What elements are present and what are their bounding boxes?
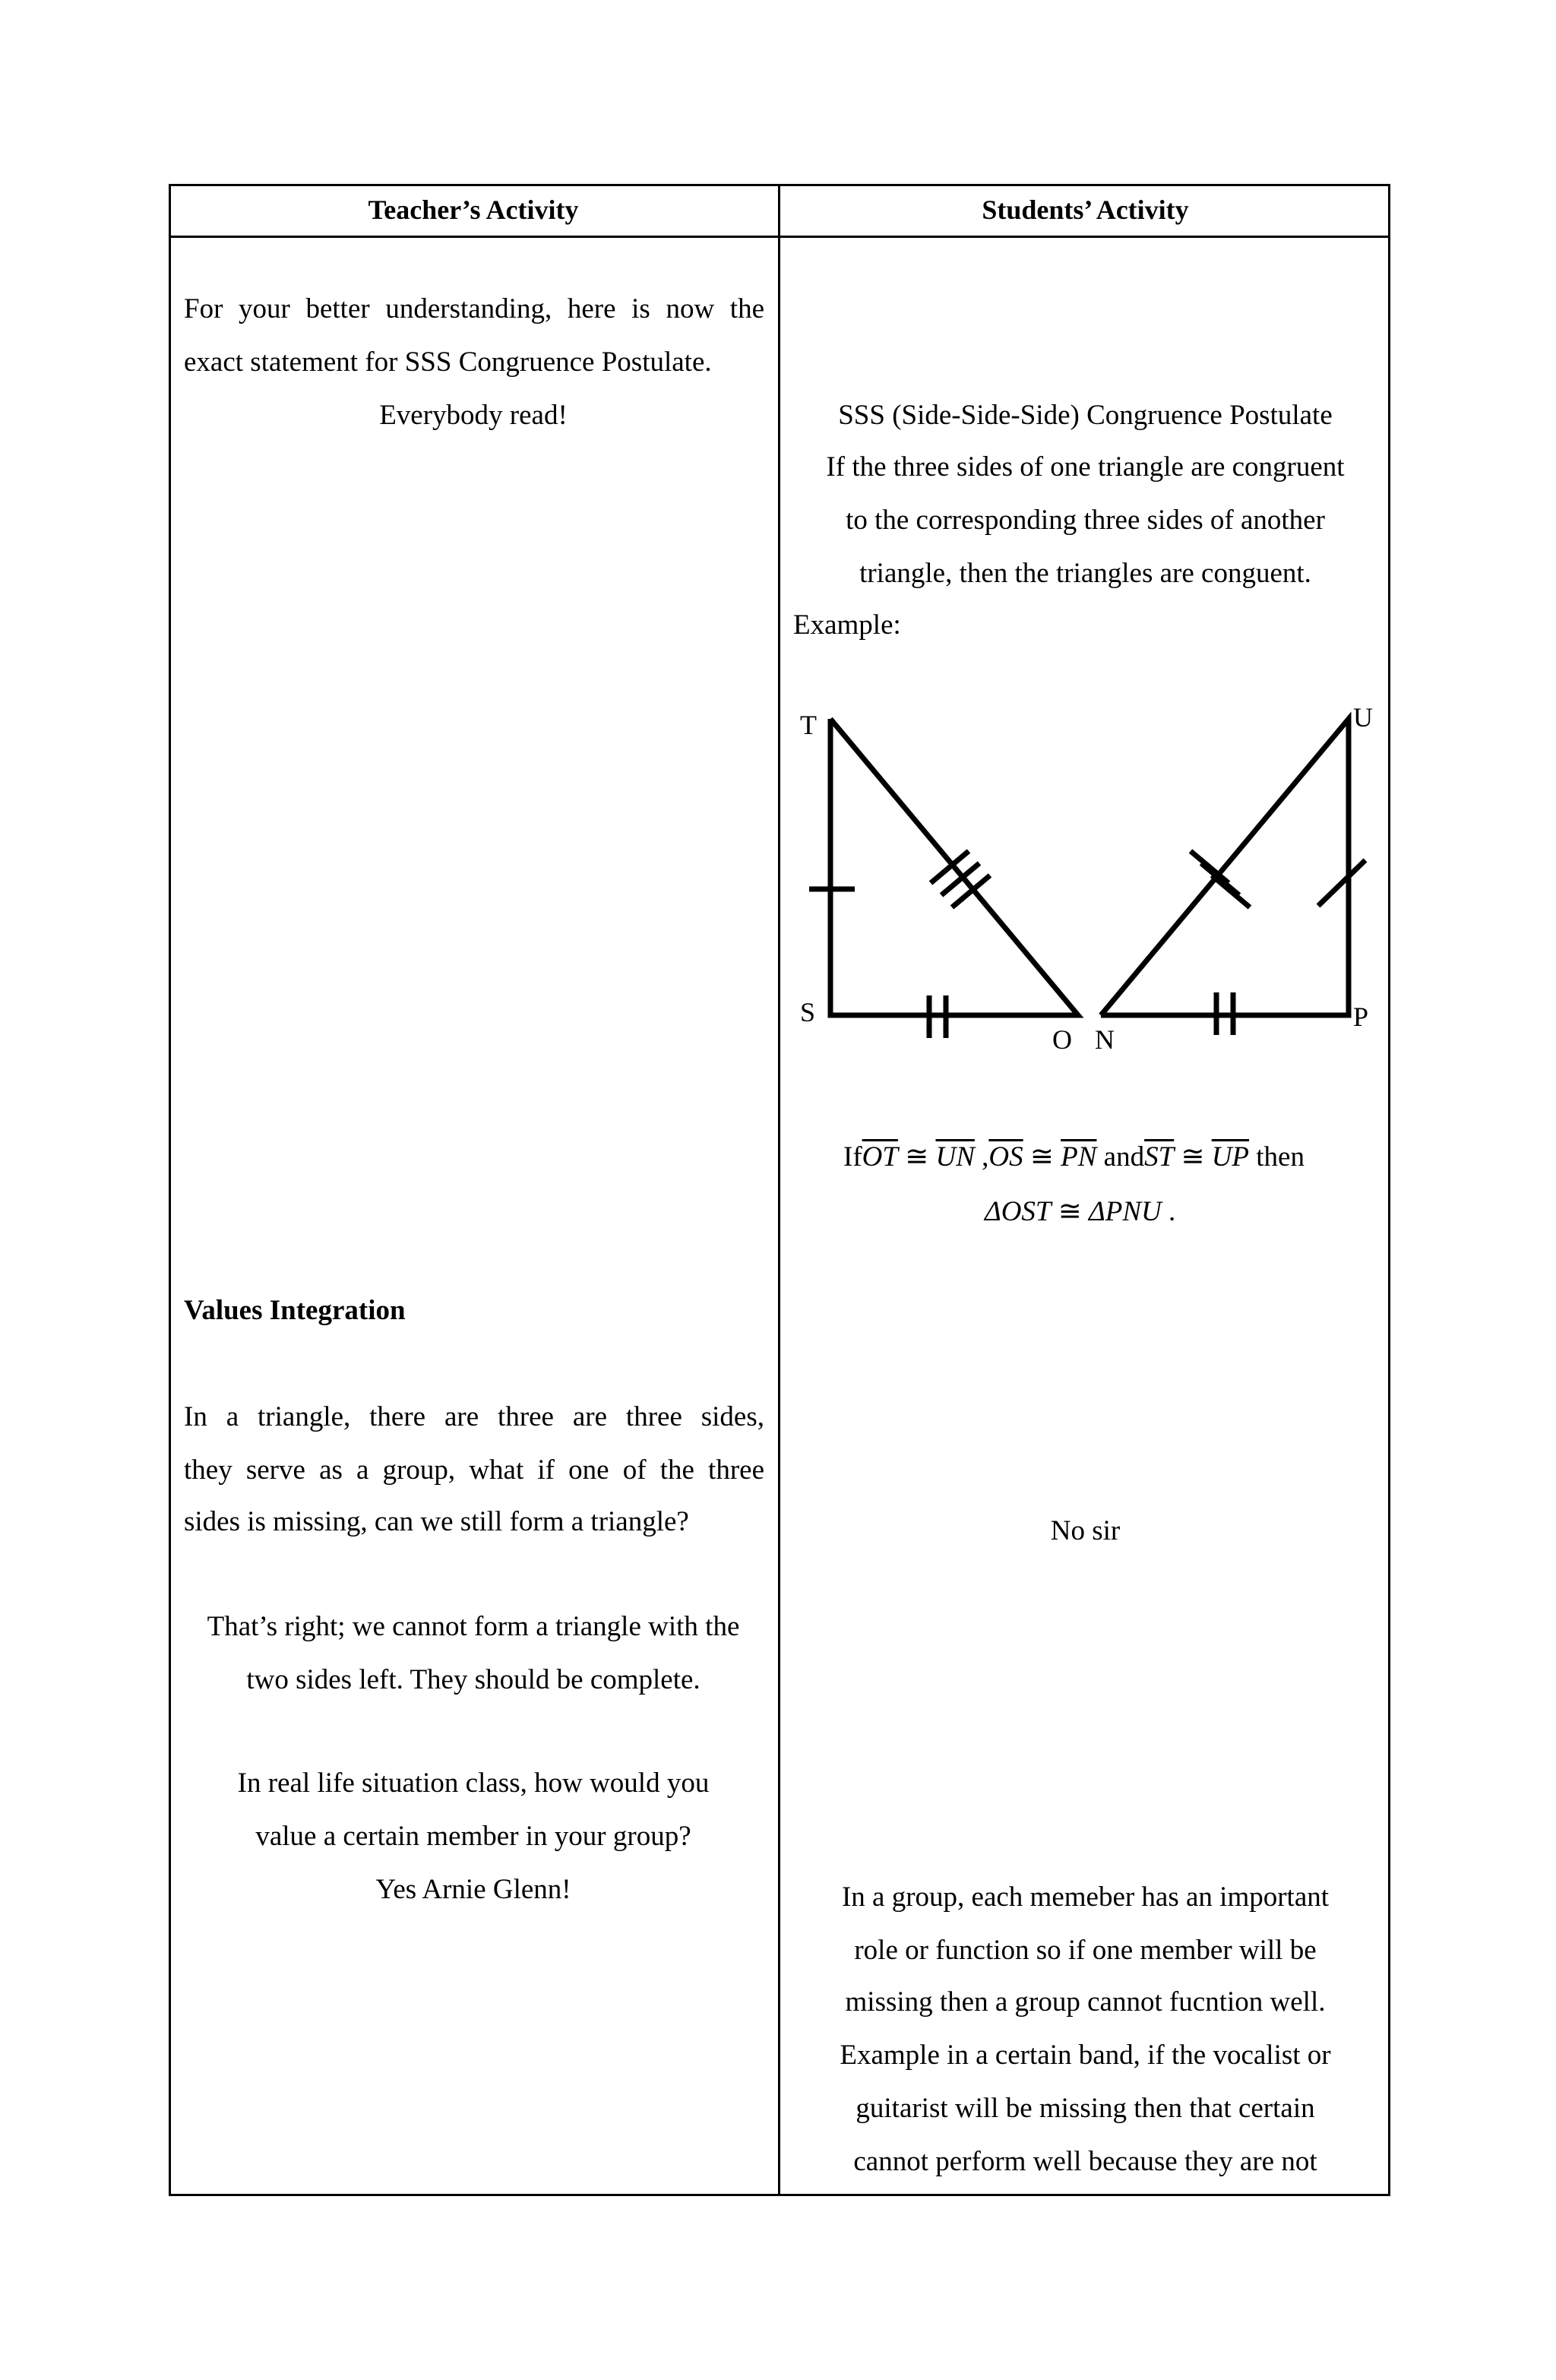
postulate-line3: triangle, then the triangles are conguent. [859,558,1311,589]
segment-ot: $\overline{OT}$ [862,1141,898,1173]
teacher-question2-line1: In real life situation class, how would you [237,1768,710,1799]
student-answer-1: No sir [1050,1515,1121,1546]
teacher-question1-line3: sides is missing, can we still form a triangle? [184,1506,689,1537]
student-answer2-line3: missing then a group cannot fucntion well. [845,1986,1326,2018]
tick-up [1318,860,1365,906]
label-u: U [1353,702,1373,733]
label-p: P [1353,1002,1369,1032]
header-divider [169,236,1390,238]
student-answer2-line2: role or function so if one member will be [854,1935,1317,1966]
student-answer2-line5: guitarist will be missing then that certain [855,2093,1315,2124]
triangle-pnu [1101,719,1349,1015]
statement-comma: , [982,1141,989,1173]
congruent-triangles-diagram [780,684,1390,1064]
teacher-intro-line2: exact statement for SSS Congruence Postulate. [184,347,712,378]
triangle-pnu: ΔPNU [1089,1196,1162,1227]
teacher-question1-line2: they serve as a group, what if one of the three [184,1454,764,1486]
teacher-question2-line2: value a certain member in your group? [255,1821,691,1852]
teacher-response-line2: two sides left. They should be complete. [246,1664,701,1695]
teacher-response-line1: That’s right; we cannot form a triangle with the [207,1611,740,1642]
triangle-ost: ΔOST [985,1196,1052,1227]
congruence-statement [843,1140,1305,1173]
congruent-symbol: ≅ [1029,1141,1054,1173]
teacher-activity-header: Teacher’s Activity [368,195,579,225]
statement-and: and [1103,1141,1145,1173]
teacher-intro-line3: Everybody read! [379,400,568,431]
tick-un-3 [1212,875,1250,907]
segment-un: $\overline{UN}$ [935,1141,975,1173]
segment-os: $\overline{OS}$ [988,1141,1023,1173]
segment-up: $\overline{UP}$ [1211,1141,1250,1173]
students-activity-header: Students’ Activity [982,195,1189,225]
student-answer2-line4: Example in a certain band, if the vocalist or [840,2040,1331,2071]
triangle-congruence [985,1195,1175,1228]
student-answer2-line1: In a group, each memeber has an important [841,1882,1330,1913]
segment-pn: $\overline{PN}$ [1061,1141,1097,1173]
congruent-symbol: ≅ [1181,1141,1205,1173]
label-t: T [800,710,817,740]
label-n: N [1095,1024,1115,1055]
label-s: S [800,997,816,1027]
example-label: Example: [793,609,901,641]
postulate-line1: If the three sides of one triangle are congruent [826,451,1345,483]
student-answer2-line6: cannot perform well because they are not [853,2146,1317,2177]
statement-then: then [1256,1141,1305,1173]
teacher-question1-line1: In a triangle, there are three are three sides, [184,1401,764,1432]
teacher-intro-line1: For your better understanding, here is now the [184,293,764,324]
segment-st: $\overline{ST}$ [1144,1141,1175,1173]
congruent-symbol: ≅ [1058,1196,1082,1227]
teacher-question2-line3: Yes Arnie Glenn! [375,1874,571,1905]
postulate-title: SSS (Side-Side-Side) Congruence Postulate [838,400,1333,431]
postulate-line2: to the corresponding three sides of another [846,505,1325,536]
congruent-symbol: ≅ [905,1141,929,1173]
label-o: O [1052,1024,1072,1055]
statement-period: . [1169,1196,1176,1227]
statement-if: If [843,1141,862,1173]
values-integration-heading: Values Integration [184,1295,406,1326]
triangle-ost [830,719,1078,1015]
